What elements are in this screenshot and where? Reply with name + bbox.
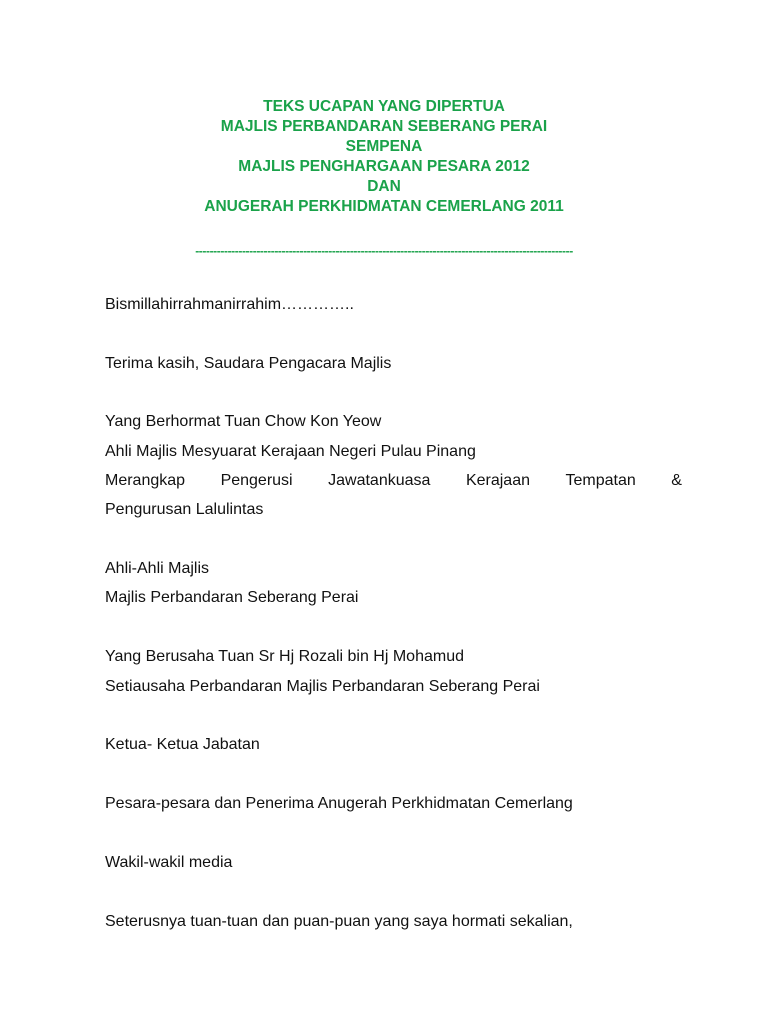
heading-line-4: MAJLIS PENGHARGAAN PESARA 2012 — [238, 158, 530, 175]
heading-line-5: DAN — [367, 178, 401, 195]
guest1-role-word: Merangkap — [105, 472, 186, 489]
council-line-1: Ahli-Ahli Majlis — [105, 560, 210, 577]
council-line-2: Majlis Perbandaran Seberang Perai — [105, 589, 359, 606]
guest1-role-word: & — [671, 472, 682, 489]
guest1-role-word: Pengerusi — [220, 472, 293, 489]
guest1-role-word: Tempatan — [565, 472, 636, 489]
document-heading — [0, 97, 768, 217]
heads-line: Ketua- Ketua Jabatan — [105, 736, 260, 753]
guest1-name: Yang Berhormat Tuan Chow Kon Yeow — [105, 413, 382, 430]
secretary-title: Setiausaha Perbandaran Majlis Perbandaran Seberang Perai — [105, 678, 540, 695]
guest1-role-word: Jawatankuasa — [328, 472, 431, 489]
heading-line-2: MAJLIS PERBANDARAN SEBERANG PERAI — [220, 118, 548, 135]
guest1-role-word: Kerajaan — [465, 472, 530, 489]
guest1-title: Ahli Majlis Mesyuarat Kerajaan Negeri Pulau Pinang — [105, 443, 476, 460]
thanks-line: Terima kasih, Saudara Pengacara Majlis — [105, 355, 392, 372]
heading-divider: --------------------------------------------------------------------------------------------------------- — [195, 244, 573, 258]
guest1-role-continued: Pengurusan Lalulintas — [105, 501, 264, 518]
closing-line: Seterusnya tuan-tuan dan puan-puan yang saya hormati sekalian, — [105, 913, 573, 930]
bismillah-line: Bismillahirrahmanirrahim………….. — [105, 296, 354, 313]
heading-line-3: SEMPENA — [345, 138, 423, 155]
heading-line-1: TEKS UCAPAN YANG DIPERTUA — [263, 98, 505, 115]
heading-line-6: ANUGERAH PERKHIDMATAN CEMERLANG 2011 — [204, 198, 564, 215]
retirees-line: Pesara-pesara dan Penerima Anugerah Perkhidmatan Cemerlang — [105, 795, 573, 812]
media-line: Wakil-wakil media — [105, 854, 233, 871]
secretary-name: Yang Berusaha Tuan Sr Hj Rozali bin Hj Mohamud — [105, 648, 464, 665]
guest1-role — [105, 471, 682, 491]
